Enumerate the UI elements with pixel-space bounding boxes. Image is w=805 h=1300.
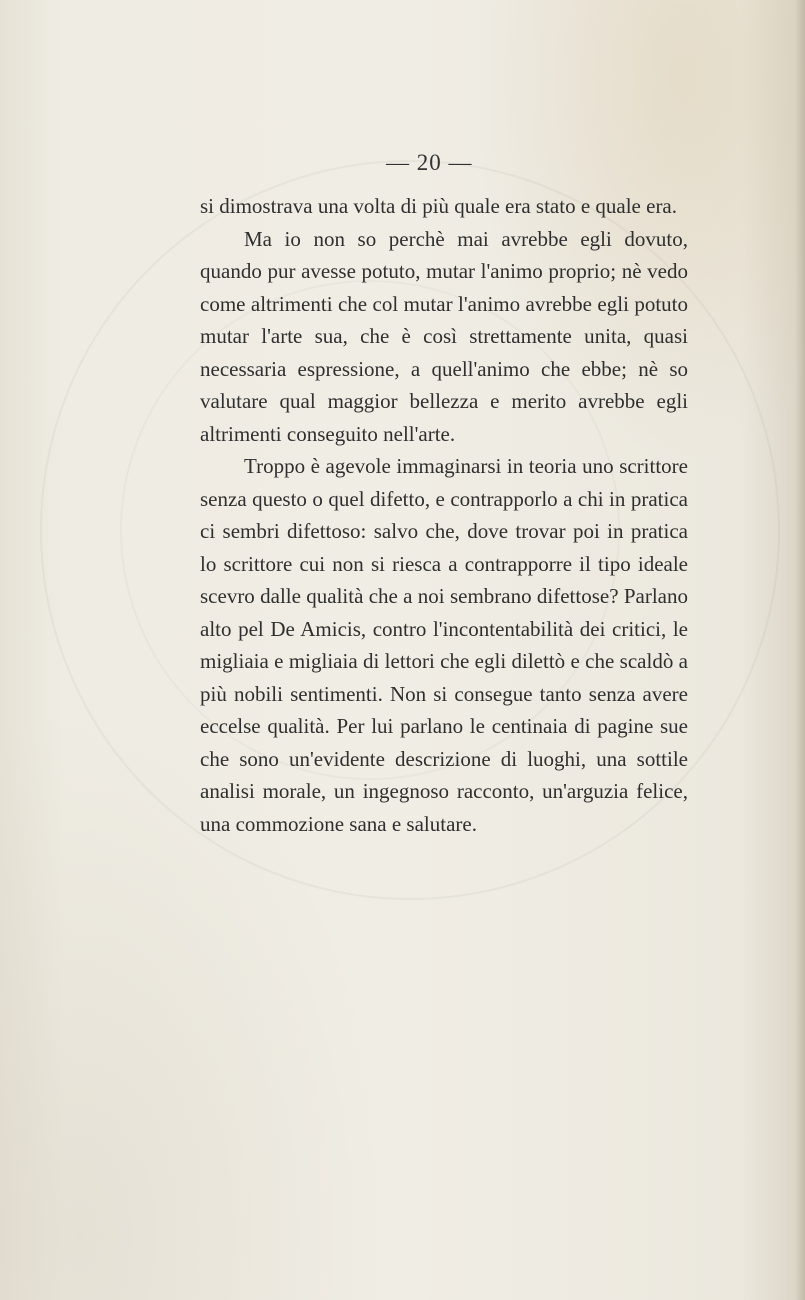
- page-number: — 20 —: [386, 150, 473, 175]
- paragraph-continuation: si dimostrava una volta di più quale era stato e quale era.: [200, 194, 678, 218]
- paragraph-critics: Troppo è agevole immaginarsi in teoria uno scrittore senza questo o quel difetto, e contrapporlo a chi in pratica ci sembri difettoso: salvo che, dove trovar poi in pratica lo scrittore cui non si riesca a contrapporre il tipo ideale scevro dalle qualità che a noi sembrano difettose? Parlano alto pel De Amicis, contro l'incontentabilità dei critici, le migliaia e migliaia di lettori che egli dilettò e che scaldò a più nobili sentimenti. Non si consegue tanto senza avere eccelse qualità. Per lui parlano le centinaia di pagine sue che sono un'evidente descrizione di luoghi, una sottile analisi morale, un ingegnoso racconto, un'arguzia felice, una commozione sana e salutare.: [200, 454, 688, 836]
- body-text: [200, 190, 688, 840]
- page-edge-shadow: [795, 0, 805, 1300]
- paragraph-de-amicis-art: Ma io non so perchè mai avrebbe egli dovuto, quando pur avesse potuto, mutar l'animo proprio; nè vedo come altrimenti che col mutar l'animo avrebbe egli potuto mutar l'arte sua, che è così strettamente unita, quasi necessaria espressione, a quell'animo che ebbe; nè so valutare qual maggior bellezza e merito avrebbe egli altrimenti conseguito nell'arte.: [200, 226, 688, 446]
